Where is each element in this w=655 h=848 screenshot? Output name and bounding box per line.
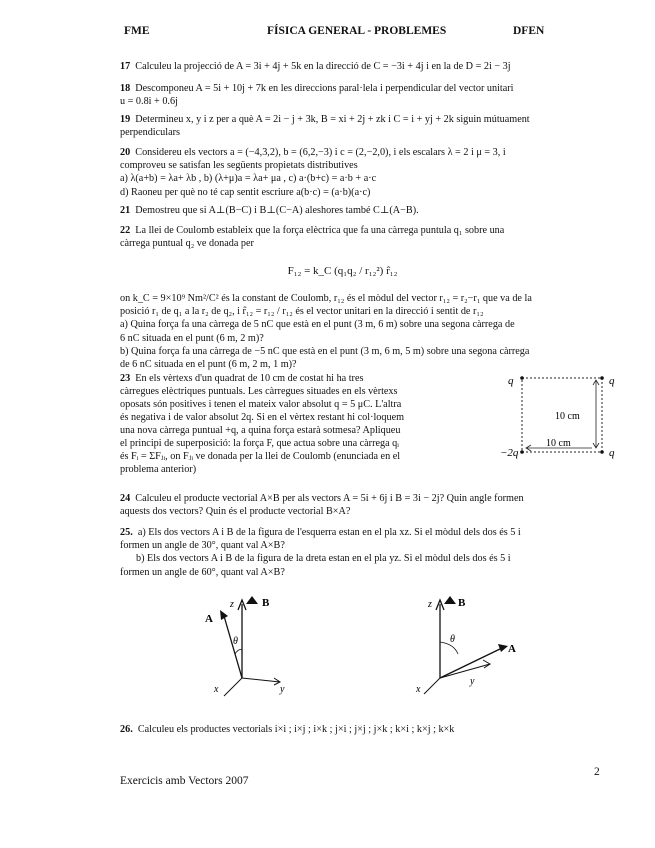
label-z: z bbox=[230, 599, 234, 610]
problem-20 bbox=[120, 146, 565, 199]
problem-text: a) λ(a+b) = λa+ λb , b) (λ+μ)a = λa+ μa , c) a·(b+c) = a·b + a·c bbox=[120, 173, 377, 185]
problem-19 bbox=[120, 113, 565, 139]
problem-text: càrrega puntual q₂ ve donada per bbox=[120, 238, 254, 250]
problem-number: 17 bbox=[120, 61, 131, 72]
x-axis bbox=[424, 678, 440, 694]
header-left: FME bbox=[124, 25, 150, 37]
problem-17 bbox=[120, 60, 565, 73]
problem-text: u = 0.8i + 0.6j bbox=[120, 96, 178, 108]
problem-22 bbox=[120, 224, 565, 250]
header-right: DFEN bbox=[513, 25, 545, 37]
problem-text: 6 nC situada en el punt (6 m, 2 m)? bbox=[120, 332, 264, 344]
footer-text: Exercicis amb Vectors 2007 bbox=[120, 775, 249, 787]
angle-arc bbox=[235, 650, 242, 655]
problem-text: comproveu se satisfan les següents propietats distributives bbox=[120, 160, 358, 172]
vector-b-arrowhead bbox=[444, 596, 456, 604]
problem-text: Calculeu la projecció de A = 3i + 4j + 5k en la direcció de C = −3i + 4j i en la de D = 2i − 3j bbox=[135, 61, 511, 72]
vertex-dot bbox=[520, 376, 524, 380]
problem-text: Calculeu el producte vectorial A×B per als vectors A = 5i + 6j i B = 3i − 2j? Quin angle formen bbox=[135, 493, 524, 504]
vector-a bbox=[440, 648, 502, 678]
square-charges-figure bbox=[500, 368, 620, 473]
problem-number: 26. bbox=[120, 724, 133, 735]
problem-text: posició r₁ de q₁ a la r₂ de q₂, i r̂₁₂ = r₁₂ / r₁₂ és el vector unitari en la direcció i sentit de r₁₂ bbox=[120, 306, 484, 318]
vector-figure-left bbox=[190, 592, 300, 702]
vector-b-arrowhead bbox=[246, 596, 258, 604]
problem-text: és Fᵢ = ΣFⱼᵢ, on Fⱼᵢ ve donada per la llei de Coulomb (enunciada en el bbox=[120, 451, 401, 462]
problem-number: 24 bbox=[120, 493, 131, 504]
vertex-dot bbox=[600, 376, 604, 380]
vector-a-arrowhead bbox=[220, 610, 228, 620]
problem-26 bbox=[120, 723, 565, 736]
vertex-dot bbox=[520, 450, 524, 454]
problem-text: formen un angle de 60°, quant val A×B? bbox=[120, 566, 285, 578]
problem-text: problema anterior) bbox=[120, 464, 197, 475]
problem-text: aquests dos vectors? Quin és el producte vectorial B×A? bbox=[120, 506, 351, 518]
problem-number: 18 bbox=[120, 83, 131, 94]
charge-bottom-left: −2q bbox=[500, 447, 519, 459]
angle-arc bbox=[440, 642, 458, 654]
problem-number: 22 bbox=[120, 225, 131, 236]
problem-text: a) Els dos vectors A i B de la figura de l'esquerra estan en el pla xz. Si el mòdul dels dos és 5 i bbox=[137, 527, 521, 538]
label-b: B bbox=[262, 597, 270, 609]
vector-figure-right bbox=[398, 592, 533, 702]
problem-text: càrregues elèctriques puntuals. Les càrregues situades en els vèrtexs bbox=[120, 386, 398, 397]
problem-text: una nova càrrega puntual +q, a quina força estarà sotmesa? Apliqueu bbox=[120, 425, 401, 436]
problem-text: Considereu els vectors a = (−4,3,2), b = (6,2,−3) i c = (2,−2,0), i els escalars λ = 2 i μ = 3, i bbox=[135, 147, 506, 158]
side-label-horizontal: 10 cm bbox=[546, 438, 571, 449]
problem-text: Demostreu que si A⊥(B−C) i B⊥(C−A) aleshores també C⊥(A−B). bbox=[135, 205, 419, 216]
problem-25 bbox=[120, 526, 565, 579]
problem-text: La llei de Coulomb estableix que la força elèctrica que fa una càrrega puntula q₁ sobre una bbox=[135, 225, 505, 236]
problem-text: formen un angle de 30°, quant val A×B? bbox=[120, 540, 285, 552]
problem-text: és negativa i de valor absolut 2q. Si en el vèrtex restant hi col·loquem bbox=[120, 412, 405, 423]
label-z: z bbox=[428, 599, 432, 610]
problem-number: 19 bbox=[120, 114, 131, 125]
vertex-dot bbox=[600, 450, 604, 454]
problem-text: on k_C = 9×10⁹ Nm²/C² és la constant de Coulomb, r₁₂ és el mòdul del vector r₁₂ = r₂−r₁ que va de la bbox=[120, 293, 532, 304]
label-theta: θ bbox=[233, 636, 238, 647]
vector-a bbox=[224, 616, 242, 678]
header-title: FÍSICA GENERAL - PROBLEMES bbox=[267, 25, 447, 37]
problem-text: d) Raoneu per què no té cap sentit escriure a(b·c) = (a·b)(a·c) bbox=[120, 186, 371, 198]
problem-text: el principi de superposició: la força F, que actua sobre una càrrega qᵢ bbox=[120, 438, 399, 449]
charge-top-left: q bbox=[508, 375, 514, 387]
problem-number: 25. bbox=[120, 527, 133, 538]
charge-top-right: q bbox=[609, 375, 615, 387]
problem-text: a) Quina força fa una càrrega de 5 nC que està en el punt (3 m, 6 m) sobre una segona càrrega de bbox=[120, 319, 515, 331]
label-b: B bbox=[458, 597, 466, 609]
problem-21 bbox=[120, 204, 565, 217]
problem-number: 23 bbox=[120, 373, 131, 384]
problem-text: b) Els dos vectors A i B de la figura de la dreta estan en el pla yz. Si el mòdul dels dos és 5 i bbox=[136, 553, 511, 565]
problem-18 bbox=[120, 82, 565, 108]
problem-text: perpendiculars bbox=[120, 127, 180, 139]
problem-text: oposats són positives i tenen el mateix valor absolut q = 5 μC. L'altra bbox=[120, 399, 402, 410]
side-label-vertical: 10 cm bbox=[555, 411, 580, 422]
label-a: A bbox=[205, 613, 213, 625]
problem-text: de 6 nC situada en el punt (6 m, 2 m, 1 m)? bbox=[120, 359, 297, 371]
problem-text: Determineu x, y i z per a què A = 2i − j + 3k, B = xi + 2j + zk i C = i + yj + 2k siguin mútuament bbox=[135, 114, 530, 125]
problem-text: Calculeu els productes vectorials i×i ; i×j ; i×k ; j×i ; j×j ; j×k ; k×i ; k×j ; k×k bbox=[137, 724, 455, 735]
label-y: y bbox=[280, 684, 285, 695]
problem-number: 20 bbox=[120, 147, 131, 158]
page-number: 2 bbox=[594, 766, 600, 778]
problem-text: Descomponeu A = 5i + 10j + 7k en les direccions paral·lela i perpendicular del vector unitari bbox=[135, 83, 514, 94]
problem-text: b) Quina força fa una càrrega de −5 nC que està en el punt (3 m, 6 m, 5 m) sobre una segona càrrega bbox=[120, 345, 530, 357]
label-theta: θ bbox=[450, 634, 455, 645]
charge-bottom-right: q bbox=[609, 447, 615, 459]
label-a: A bbox=[508, 643, 516, 655]
label-x: x bbox=[214, 684, 219, 695]
problem-number: 21 bbox=[120, 205, 131, 216]
coulomb-text bbox=[120, 292, 565, 371]
problem-text: En els vèrtexs d'un quadrat de 10 cm de costat hi ha tres bbox=[135, 373, 364, 384]
problem-23 bbox=[120, 372, 505, 476]
problem-24 bbox=[120, 492, 565, 518]
coulomb-formula: F₁₂ = k_C (q₁q₂ / r₁₂²) r̂₁₂ bbox=[287, 265, 398, 277]
x-axis bbox=[224, 678, 242, 696]
vector-a-arrowhead bbox=[498, 644, 508, 652]
label-y: y bbox=[470, 676, 475, 687]
label-x: x bbox=[416, 684, 421, 695]
